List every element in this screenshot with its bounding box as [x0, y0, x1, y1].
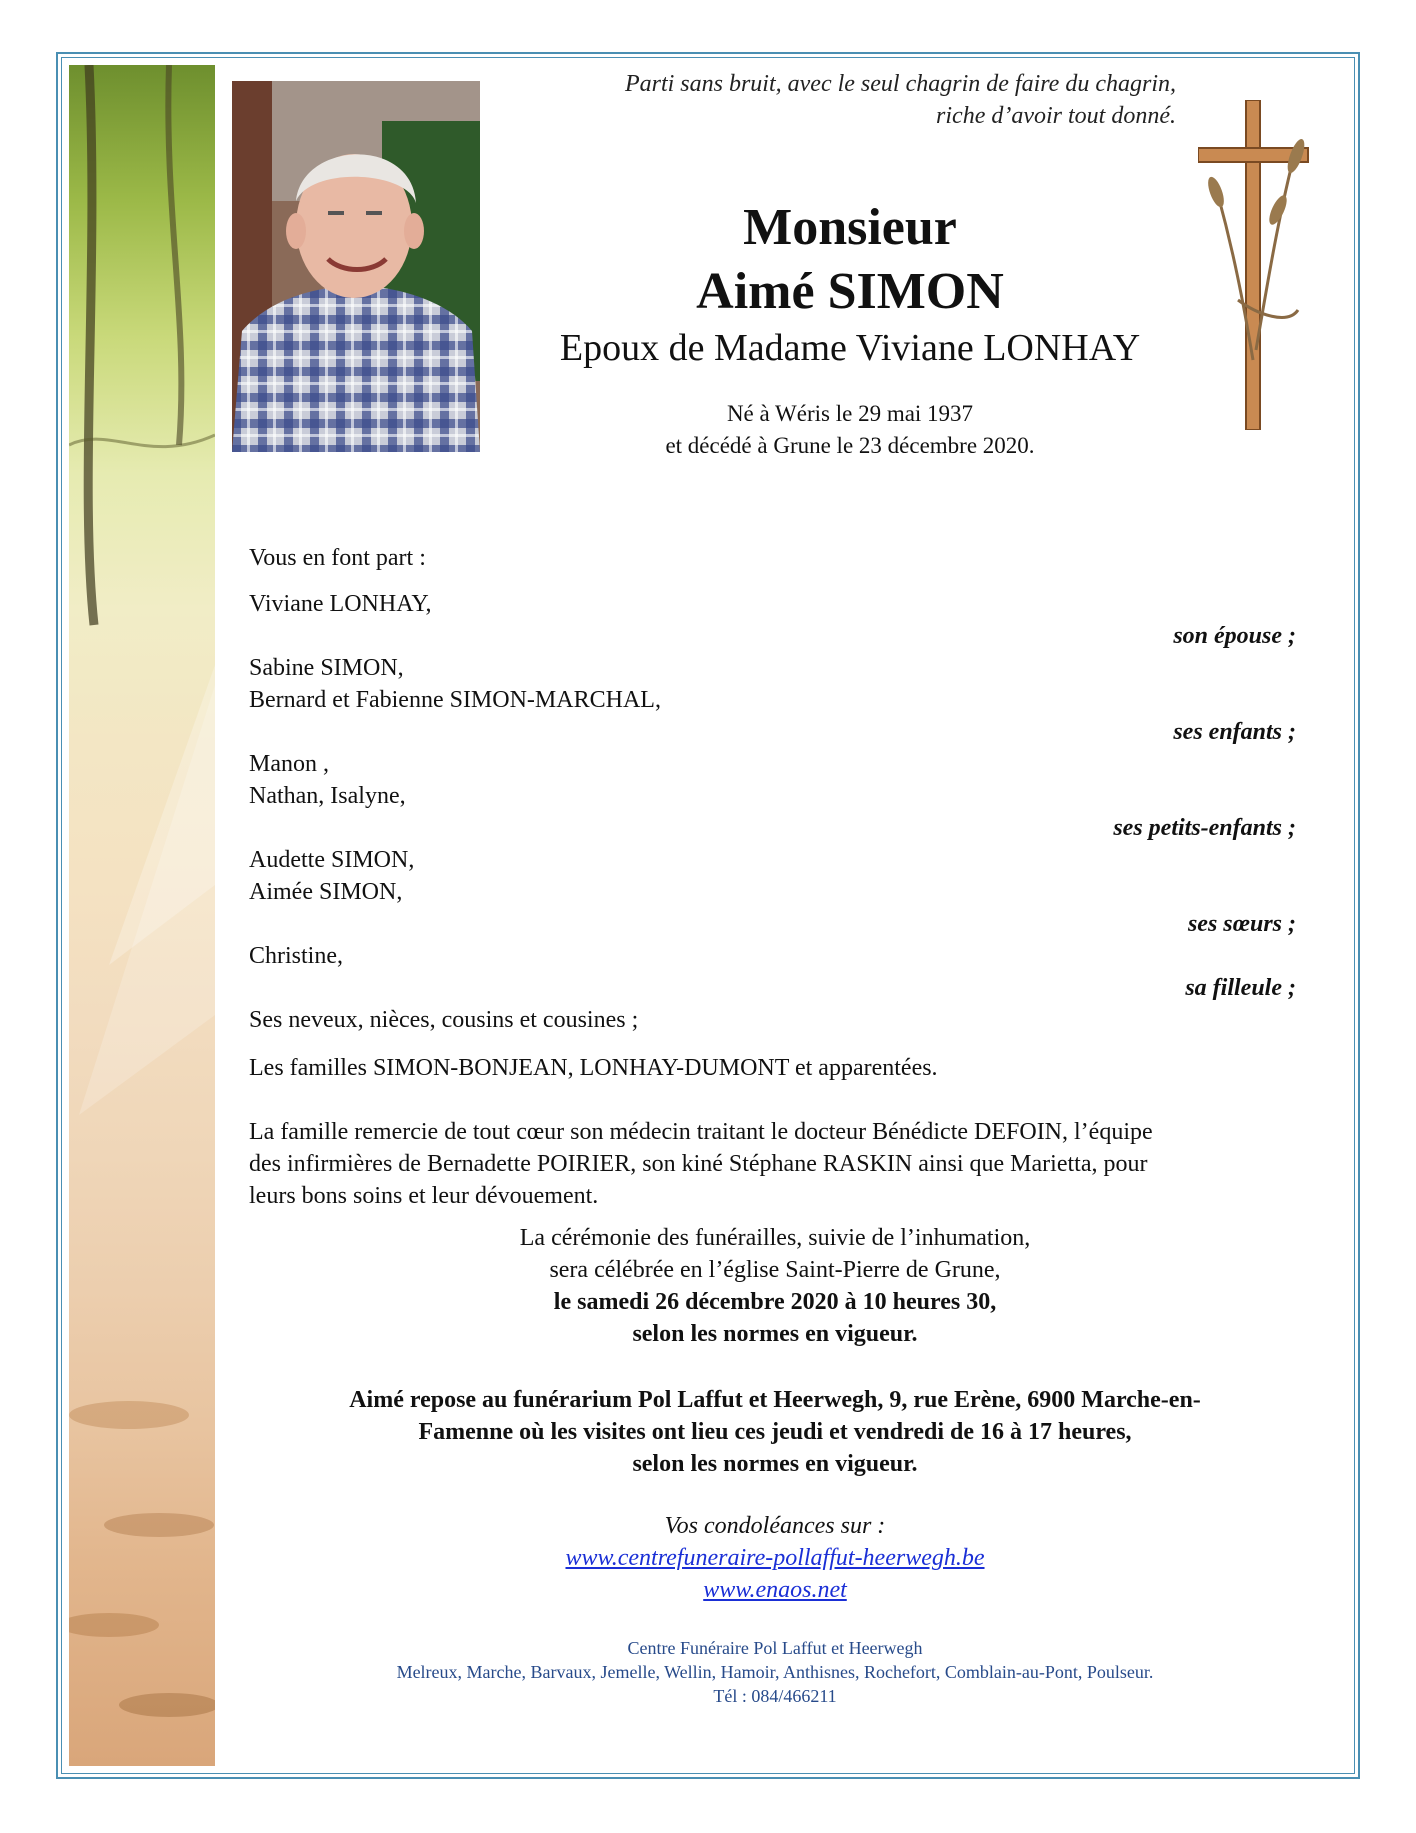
family-name: Christine,	[249, 943, 343, 969]
visitation-line: Aimé repose au funérarium Pol Laffut et Heerwegh, 9, rue Erène, 6900 Marche-en-	[349, 1387, 1201, 1413]
condolences-link-1[interactable]: www.centrefuneraire-pollaffut-heerwegh.be	[565, 1545, 985, 1571]
life-dates	[500, 398, 1200, 462]
intro-line: Vous en font part :	[249, 545, 426, 571]
relation-label: sa filleule ;	[1185, 975, 1296, 1001]
visitation-line: Famenne où les visites ont lieu ces jeudi et vendredi de 16 à 17 heures,	[418, 1419, 1132, 1445]
footer-locations: Melreux, Marche, Barvaux, Jemelle, Wellin, Hamoir, Anthisnes, Rochefort, Comblain-au-Pont, Poulseur.	[396, 1662, 1154, 1682]
family-name: Manon ,	[249, 751, 329, 777]
condolences-block	[260, 1510, 1290, 1606]
quote-line-2: riche d’avoir tout donné.	[936, 103, 1176, 129]
family-name: Sabine SIMON,	[249, 655, 404, 681]
relation-label: ses enfants ;	[1173, 719, 1296, 745]
ceremony-date: le samedi 26 décembre 2020 à 10 heures 30,	[553, 1289, 997, 1315]
relation-label: son épouse ;	[1173, 623, 1296, 649]
family-name: Nathan, Isalyne,	[249, 783, 406, 809]
family-name: Audette SIMON,	[249, 847, 415, 873]
footer-phone: Tél : 084/466211	[713, 1686, 837, 1706]
thanks-line: La famille remercie de tout cœur son médecin traitant le docteur Bénédicte DEFOIN, l’équipe	[249, 1119, 1153, 1145]
deceased-name: Aimé SIMON	[696, 263, 1004, 320]
portrait-photo	[232, 81, 480, 452]
footer-company: Centre Funéraire Pol Laffut et Heerwegh	[627, 1638, 923, 1658]
family-name: Bernard et Fabienne SIMON-MARCHAL,	[249, 687, 661, 713]
quote-line-1: Parti sans bruit, avec le seul chagrin de faire du chagrin,	[624, 71, 1176, 97]
spouse-line: Epoux de Madame Viviane LONHAY	[559, 327, 1141, 369]
epitaph-quote	[520, 68, 1176, 132]
ceremony-line: La cérémonie des funérailles, suivie de l’inhumation,	[519, 1225, 1031, 1251]
forest-path-image	[69, 65, 215, 1766]
cross-with-wheat-icon	[1198, 100, 1318, 430]
thanks-line: des infirmières de Bernadette POIRIER, son kiné Stéphane RASKIN ainsi que Marietta, pour	[249, 1151, 1148, 1177]
nephews-line: Ses neveux, nièces, cousins et cousines ;	[249, 1007, 639, 1033]
families-line: Les familles SIMON-BONJEAN, LONHAY-DUMONT et apparentées.	[249, 1055, 938, 1081]
ceremony-norms: selon les normes en vigueur.	[632, 1321, 918, 1347]
title-honorific: Monsieur	[743, 199, 957, 256]
birth-line: Né à Wéris le 29 mai 1937	[726, 401, 974, 426]
family-name: Viviane LONHAY,	[249, 591, 432, 617]
death-line: et décédé à Grune le 23 décembre 2020.	[665, 433, 1035, 458]
relation-label: ses sœurs ;	[1187, 911, 1296, 937]
footer	[260, 1636, 1290, 1708]
relation-label: ses petits-enfants ;	[1113, 815, 1296, 841]
family-name: Aimée SIMON,	[249, 879, 403, 905]
ceremony-line: sera célébrée en l’église Saint-Pierre de Grune,	[549, 1257, 1001, 1283]
visitation-line: selon les normes en vigueur.	[632, 1451, 918, 1477]
condolences-label: Vos condoléances sur :	[664, 1513, 886, 1539]
thanks-paragraph	[249, 1116, 1299, 1212]
ceremony-block	[260, 1222, 1290, 1350]
condolences-link-2[interactable]: www.enaos.net	[703, 1577, 847, 1603]
thanks-line: leurs bons soins et leur dévouement.	[249, 1183, 599, 1209]
visitation-block	[260, 1384, 1290, 1480]
